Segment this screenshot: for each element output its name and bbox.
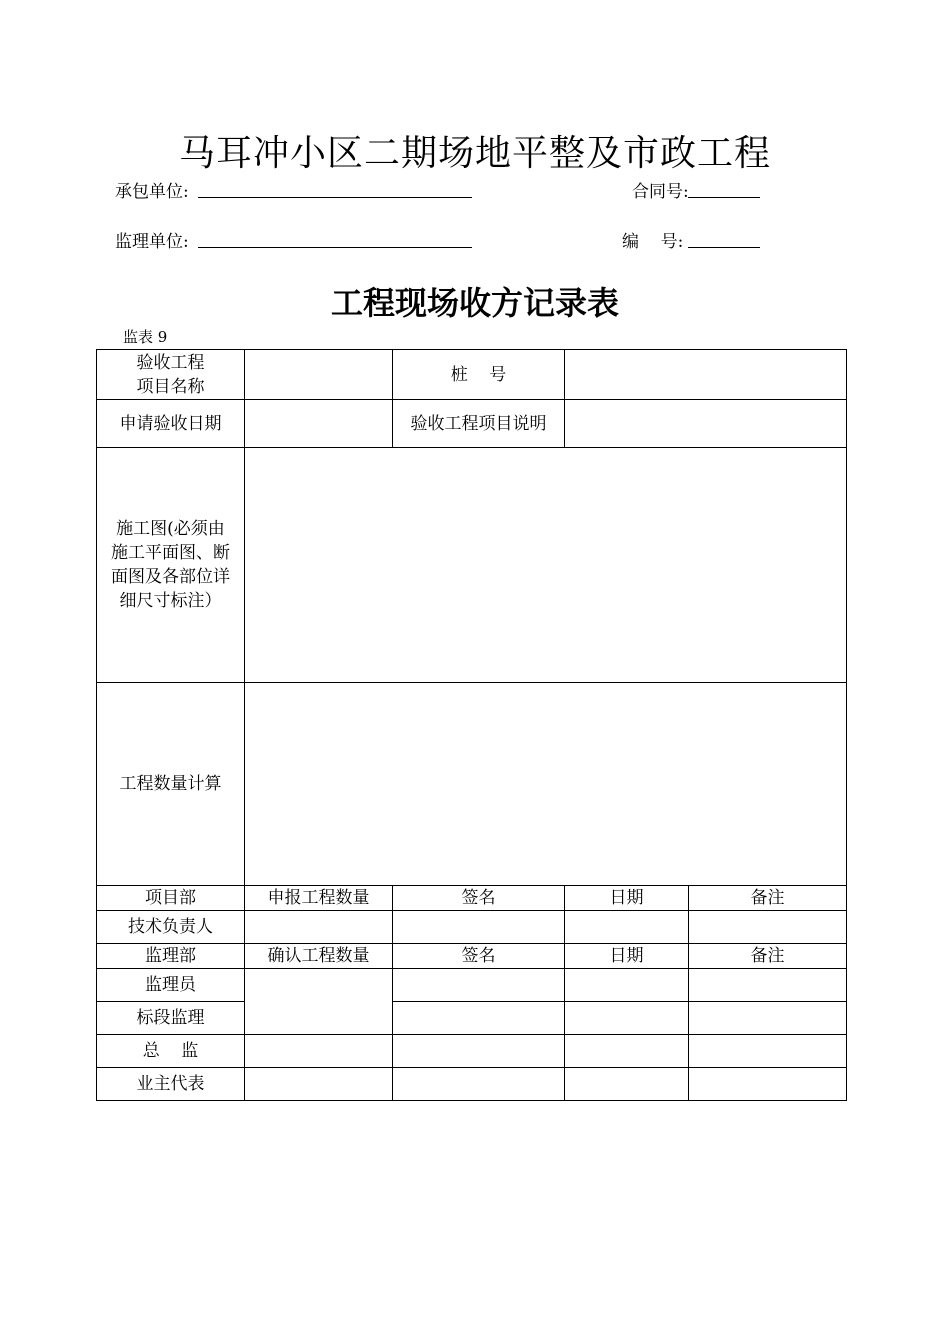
project-name-value[interactable] — [245, 350, 393, 400]
contractor-field[interactable] — [198, 197, 472, 198]
supervisor-signature-cell[interactable] — [393, 969, 565, 1002]
remarks-header: 备注 — [689, 944, 847, 969]
section-supervisor-date-cell[interactable] — [565, 1002, 689, 1035]
project-title: 马耳冲小区二期场地平整及市政工程 — [178, 133, 771, 174]
signature-header: 签名 — [393, 944, 565, 969]
chief-supervisor-remarks-cell[interactable] — [689, 1035, 847, 1068]
apply-date-label: 申请验收日期 — [97, 400, 245, 448]
chief-supervisor-quantity-cell[interactable] — [245, 1035, 393, 1068]
supervisor-unit-field[interactable] — [198, 247, 472, 248]
section-supervisor-remarks-cell[interactable] — [689, 1002, 847, 1035]
owner-rep-remarks-cell[interactable] — [689, 1068, 847, 1101]
declared-quantity-header: 申报工程数量 — [245, 886, 393, 911]
owner-rep-quantity-cell[interactable] — [245, 1068, 393, 1101]
confirmed-quantity-cell[interactable] — [245, 969, 393, 1035]
owner-rep-date-cell[interactable] — [565, 1068, 689, 1101]
apply-date-value[interactable] — [245, 400, 393, 448]
construction-drawing-area[interactable] — [245, 448, 847, 683]
stake-no-label: 桩 号 — [393, 350, 565, 400]
construction-drawing-label: 施工图(必须由施工平面图、断面图及各部位详细尺寸标注） — [97, 448, 245, 683]
project-name-label: 验收工程 项目名称 — [97, 350, 245, 400]
signature-header: 签名 — [393, 886, 565, 911]
supervisor-remarks-cell[interactable] — [689, 969, 847, 1002]
contractor-label: 承包单位: — [115, 182, 189, 202]
owner-representative-label: 业主代表 — [97, 1068, 245, 1101]
quantity-calc-label: 工程数量计算 — [97, 683, 245, 886]
chief-supervisor-signature-cell[interactable] — [393, 1035, 565, 1068]
serial-no-field[interactable] — [688, 247, 760, 248]
chief-supervisor-label: 总 监 — [97, 1035, 245, 1068]
serial-no-label: 编 号: — [622, 232, 684, 252]
supervisor-date-cell[interactable] — [565, 969, 689, 1002]
acceptance-record-table — [96, 349, 847, 1101]
contract-no-label: 合同号: — [632, 182, 689, 202]
supervision-dept-header: 监理部 — [97, 944, 245, 969]
supervisor-unit-label: 监理单位: — [115, 232, 189, 252]
stake-no-value[interactable] — [565, 350, 847, 400]
declared-quantity-cell[interactable] — [245, 911, 393, 944]
contract-no-field[interactable] — [688, 197, 760, 198]
item-description-label: 验收工程项目说明 — [393, 400, 565, 448]
quantity-calc-area[interactable] — [245, 683, 847, 886]
item-description-value[interactable] — [565, 400, 847, 448]
tech-lead-date-cell[interactable] — [565, 911, 689, 944]
section-supervisor-signature-cell[interactable] — [393, 1002, 565, 1035]
remarks-header: 备注 — [689, 886, 847, 911]
owner-rep-signature-cell[interactable] — [393, 1068, 565, 1101]
project-dept-header: 项目部 — [97, 886, 245, 911]
supervisor-label: 监理员 — [97, 969, 245, 1002]
tech-lead-label: 技术负责人 — [97, 911, 245, 944]
date-header: 日期 — [565, 944, 689, 969]
form-code: 监表 9 — [123, 328, 168, 346]
date-header: 日期 — [565, 886, 689, 911]
tech-lead-remarks-cell[interactable] — [689, 911, 847, 944]
confirmed-quantity-header: 确认工程数量 — [245, 944, 393, 969]
section-supervisor-label: 标段监理 — [97, 1002, 245, 1035]
chief-supervisor-date-cell[interactable] — [565, 1035, 689, 1068]
form-title: 工程现场收方记录表 — [330, 284, 619, 322]
tech-lead-signature-cell[interactable] — [393, 911, 565, 944]
